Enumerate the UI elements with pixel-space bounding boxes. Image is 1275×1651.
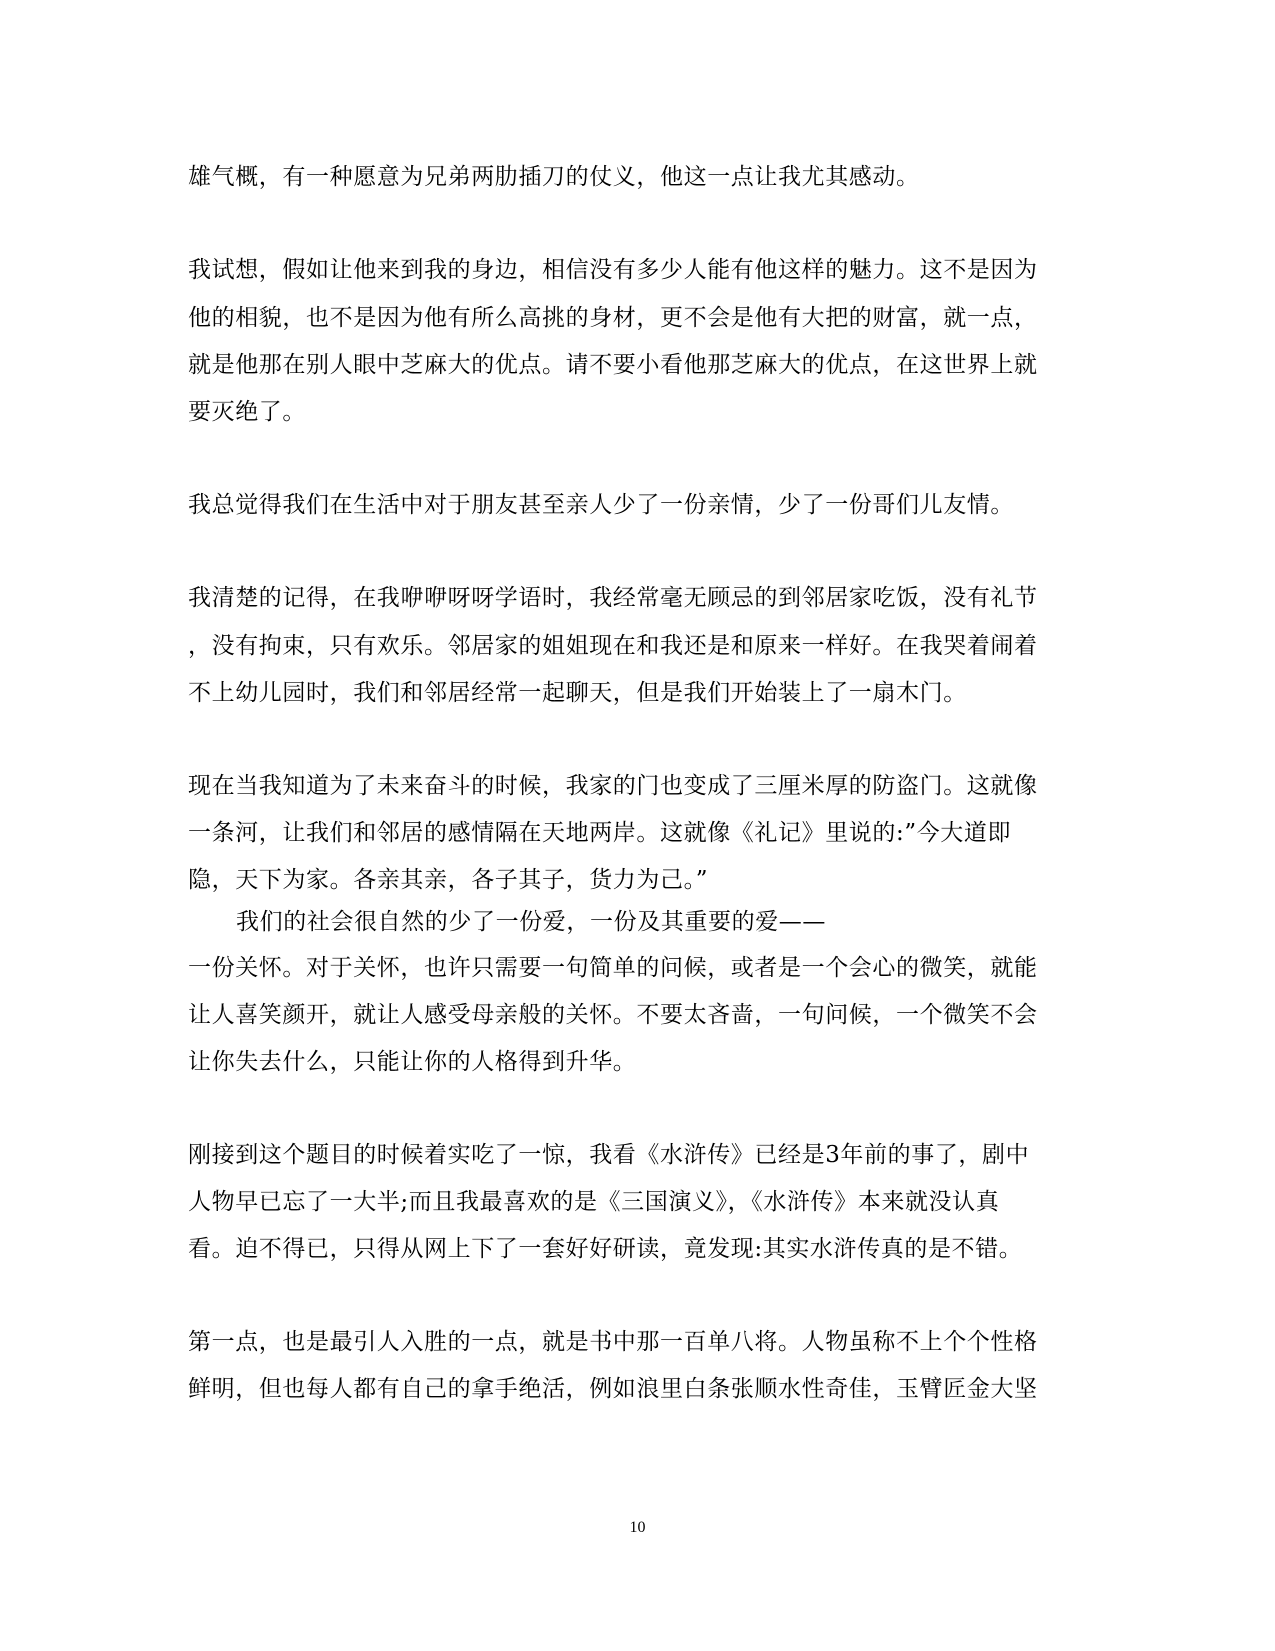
text-line: ，没有拘束，只有欢乐。邻居家的姐姐现在和我还是和原来一样好。在我哭着闹着 <box>188 633 1038 659</box>
text-line: 看。迫不得已，只得从网上下了一套好好研读，竟发现:其实水浒传真的是不错。 <box>188 1236 1023 1262</box>
text-line: 就是他那在别人眼中芝麻大的优点。请不要小看他那芝麻大的优点，在这世界上就 <box>188 352 1038 378</box>
text-line: 一份关怀。对于关怀，也许只需要一句简单的问候，或者是一个会心的微笑，就能 <box>188 955 1038 981</box>
text-line: 雄气概，有一种愿意为兄弟两肋插刀的仗义，他这一点让我尤其感动。 <box>188 164 920 190</box>
text-line: 刚接到这个题目的时候着实吃了一惊，我看《水浒传》已经是3年前的事了，剧中 <box>188 1142 1030 1168</box>
text-line: 我试想，假如让他来到我的身边，相信没有多少人能有他这样的魅力。这不是因为 <box>188 257 1038 283</box>
text-line: 我清楚的记得，在我咿咿呀呀学语时，我经常毫无顾忌的到邻居家吃饭，没有礼节 <box>188 585 1038 611</box>
text-line: 第一点，也是最引人入胜的一点，就是书中那一百单八将。人物虽称不上个个性格 <box>188 1329 1038 1355</box>
text-line: 我总觉得我们在生活中对于朋友甚至亲人少了一份亲情，少了一份哥们儿友情。 <box>188 492 1014 518</box>
page-number: 10 <box>629 1519 646 1536</box>
text-line: 人物早已忘了一大半;而且我最喜欢的是《三国演义》，《水浒传》本来就没认真 <box>188 1189 1000 1215</box>
text-line: 鲜明，但也每人都有自己的拿手绝活，例如浪里白条张顺水性奇佳，玉臂匠金大坚 <box>188 1376 1038 1402</box>
text-line: 让你失去什么，只能让你的人格得到升华。 <box>188 1049 637 1075</box>
text-line: 一条河，让我们和邻居的感情隔在天地两岸。这就像《礼记》里说的:”今大道即 <box>188 820 1012 846</box>
text-line: 让人喜笑颜开，就让人感受母亲般的关怀。不要太吝啬，一句问候，一个微笑不会 <box>188 1002 1038 1028</box>
text-line: 我们的社会很自然的少了一份爱，一份及其重要的爱—— <box>236 909 826 935</box>
text-line: 要灭绝了。 <box>188 399 306 425</box>
text-line: 隐，天下为家。各亲其亲，各子其子，货力为己。” <box>188 867 709 893</box>
text-line: 现在当我知道为了未来奋斗的时候，我家的门也变成了三厘米厚的防盗门。这就像 <box>188 773 1038 799</box>
text-line: 他的相貌，也不是因为他有所么高挑的身材，更不会是他有大把的财富，就一点， <box>188 305 1038 331</box>
text-line: 不上幼儿园时，我们和邻居经常一起聊天，但是我们开始装上了一扇木门。 <box>188 680 967 706</box>
